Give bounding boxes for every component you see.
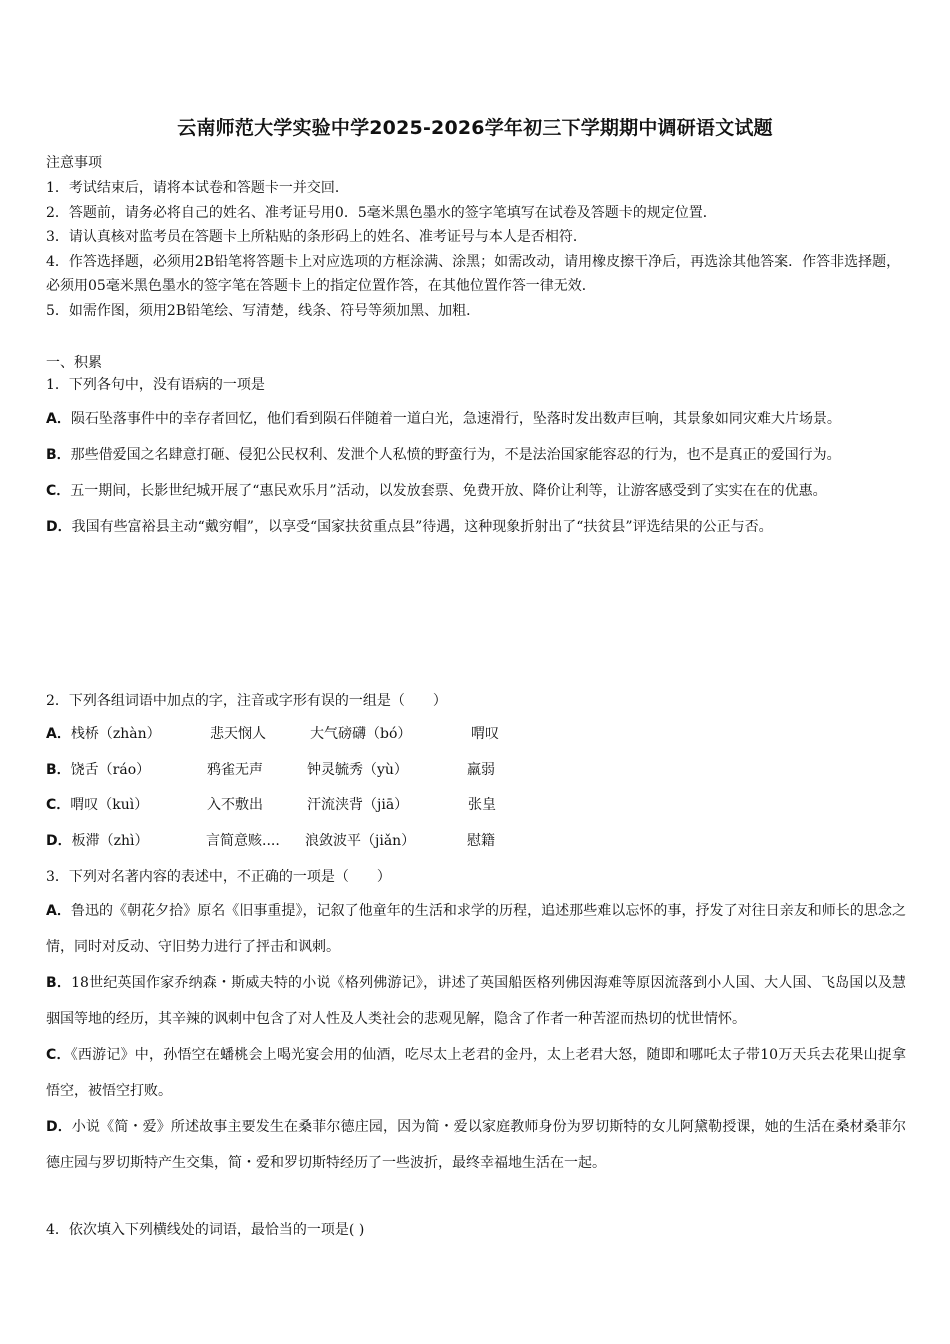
- notice-heading: 注意事项: [46, 155, 102, 171]
- option-word: 悲天悯人: [210, 726, 266, 742]
- option-label: D．: [46, 1119, 72, 1135]
- notice-item: 3．请认真核对监考员在答题卡上所粘贴的条形码上的姓名、准考证号与本人是否相符．: [46, 229, 587, 245]
- question-stem: 2．下列各组词语中加点的字，注音或字形有误的一组是（ ）: [46, 693, 447, 709]
- option-word: 羸弱: [467, 761, 495, 778]
- notice-list: [46, 176, 904, 323]
- option-text: 五一期间，长影世纪城开展了“惠民欢乐月”活动，以发放套票、免费开放、降价让利等，让游客感受到了实实在在的优惠。: [70, 483, 827, 499]
- emphasis-dots: ....: [262, 832, 280, 849]
- option-label: A．栈桥（zhàn）: [46, 726, 161, 742]
- option-row-c: [46, 786, 906, 822]
- option-label: B．: [46, 975, 72, 991]
- option-word: 喟叹: [471, 726, 499, 742]
- option-row-b: [46, 751, 906, 787]
- option-label: D．板滞（zhì）: [46, 832, 149, 849]
- option-word: 汗流浃背（jiā）: [307, 797, 409, 813]
- question-stem: 4．依次填入下列横线处的词语，最恰当的一项是( ): [46, 1222, 365, 1238]
- option-label: D．: [46, 519, 72, 535]
- notice-item: 2．答题前，请务必将自己的姓名、准考证号用0．5毫米黑色墨水的签字笔填写在试卷及答题卡的规定位置．: [46, 204, 717, 221]
- option-b: [46, 437, 906, 473]
- option-b: [46, 965, 906, 1037]
- option-text: 我国有些富裕县主动“戴穷帽”，以享受“国家扶贫重点县”待遇，这种现象折射出了“扶贫县”评选结果的公正与否。: [71, 519, 773, 535]
- option-text: 陨石坠落事件中的幸存者回忆，他们看到陨石伴随着一道白光，急速滑行，坠落时发出数声巨响，其景象如同灾难大片场景。: [70, 411, 841, 427]
- question-stem: 3．下列对名著内容的表述中，不正确的一项是（ ）: [46, 869, 391, 885]
- question-4: [46, 1220, 906, 1240]
- option-text: 那些借爱国之名肆意打砸、侵犯公民权利、发泄个人私愤的野蛮行为，不是法治国家能容忍的行为，也不是真正的爱国行为。: [70, 447, 841, 463]
- option-c: [46, 1037, 906, 1109]
- option-word: 言简意赅....: [206, 832, 280, 849]
- question-2: [46, 691, 906, 857]
- option-d: [46, 509, 906, 545]
- option-c: [46, 473, 906, 509]
- question-1: [46, 375, 906, 545]
- question-stem: 1．下列各句中，没有语病的一项是: [46, 377, 265, 393]
- option-row-a: [46, 715, 906, 751]
- option-word: 入不敷出: [207, 797, 263, 813]
- option-d: [46, 1109, 906, 1181]
- option-label: C．喟叹（kuì）: [46, 797, 149, 813]
- option-label: C．: [46, 483, 71, 499]
- option-text: 鲁迅的《朝花夕拾》原名《旧事重提》，记叙了他童年的生活和求学的历程，追述那些难以忘怀的事，抒发了对往日亲友和师长的思念之情，同时对反动、守旧势力进行了抨击和讽刺。: [46, 903, 906, 955]
- section-heading: 一、积累: [46, 355, 102, 371]
- option-label: A．: [46, 903, 71, 919]
- option-text: 《西游记》中，孙悟空在蟠桃会上喝光宴会用的仙酒，吃尽太上老君的金丹，太上老君大怒，随即和哪吒太子带10万天兵去花果山捉拿悟空，被悟空打败。: [46, 1047, 907, 1099]
- option-label: A．: [46, 411, 71, 427]
- option-a: [46, 401, 906, 437]
- page-title: 云南师范大学实验中学2025-2026学年初三下学期期中调研语文试题: [177, 117, 773, 139]
- option-word: 张皇: [468, 797, 496, 813]
- option-label: B．饶舌（ráo）: [46, 761, 151, 778]
- option-text: 18世纪英国作家乔纳森・斯威夫特的小说《格列佛游记》，讲述了英国船医格列佛因海难等原因流落到小人国、大人国、飞岛国以及慧骃国等地的经历，其辛辣的讽刺中包含了对人性及人类社会的悲观见解，隐含了作者一种苦涩而热切的忧世情怀。: [46, 975, 907, 1027]
- option-text: 小说《简・爱》所述故事主要发生在桑菲尔德庄园，因为简・爱以家庭教师身份为罗切斯特的女儿阿黛勒授课，她的生活在桑材桑菲尔德庄园与罗切斯特产生交集，简・爱和罗切斯特经历了一些波折，最终幸福地生活在一起。: [46, 1119, 906, 1171]
- option-word: 慰籍: [467, 832, 495, 849]
- option-row-d: [46, 822, 906, 858]
- option-word: 浪敛波平（jiǎn）: [305, 832, 416, 849]
- question-3: [46, 867, 906, 1181]
- notice-item: 5．如需作图，须用2B铅笔绘、写清楚，线条、符号等须加黑、加粗．: [46, 302, 481, 319]
- option-word: 鸦雀无声: [207, 761, 263, 778]
- notice-item: 4．作答选择题，必须用2B铅笔将答题卡上对应选项的方框涂满、涂黑；如需改动，请用橡皮擦干净后，再选涂其他答案．作答非选择题，必须用05毫米黑色墨水的签字笔在答题卡上的指定位置作答，在其他位置作答一律无效．: [46, 253, 901, 294]
- option-a: [46, 893, 906, 965]
- notice-item: 1．考试结束后，请将本试卷和答题卡一并交回．: [46, 180, 349, 196]
- option-label: C．: [46, 1047, 71, 1063]
- option-word: 大气磅礴（bó）: [310, 726, 412, 742]
- option-word: 钟灵毓秀（yù）: [307, 761, 408, 778]
- option-label: B．: [46, 447, 71, 463]
